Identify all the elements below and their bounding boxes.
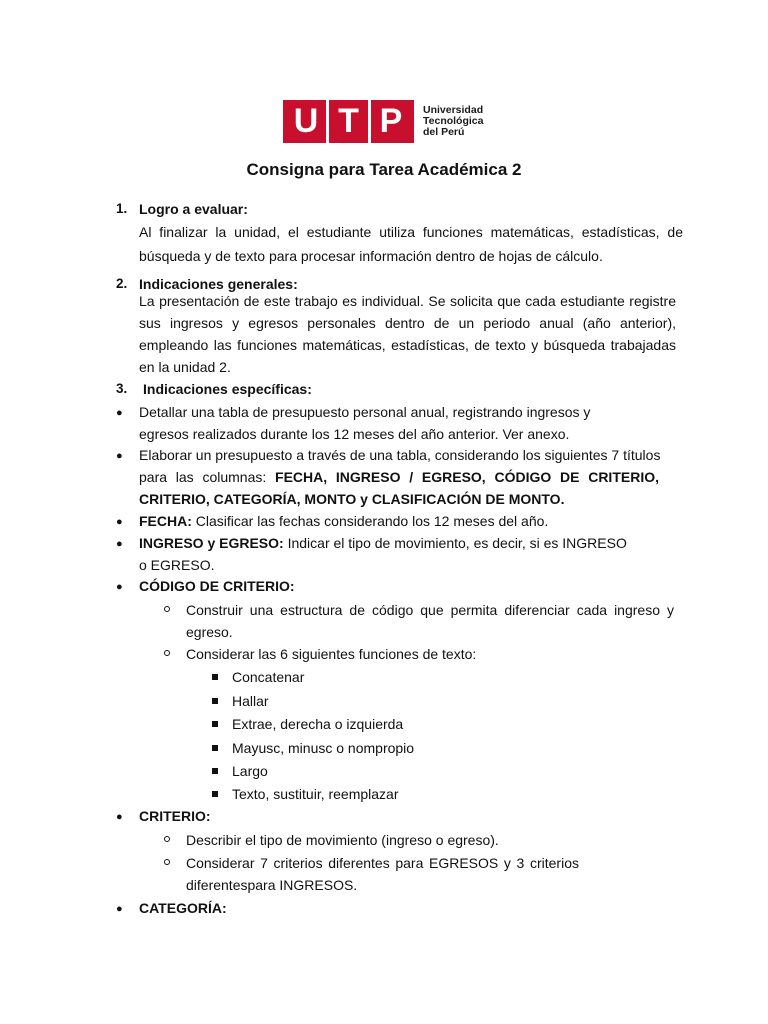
bullet-text-prefix: para las columnas:	[139, 469, 276, 485]
paragraph-line: empleando las funciones matemáticas, estadísticas, de texto y búsqueda trabajadas	[139, 337, 676, 353]
bullet-dot: ●	[116, 407, 123, 419]
bullet-text-bold: CRITERIO, CATEGORÍA, MONTO y CLASIFICACIÓN DE MONTO.	[139, 491, 565, 507]
square-bullet	[212, 674, 218, 680]
logo-separator	[326, 100, 329, 143]
bullet-label: CATEGORÍA:	[139, 900, 227, 916]
square-bullet	[212, 698, 218, 704]
bullet-dot: ●	[116, 538, 123, 550]
logo-mark	[283, 100, 414, 143]
bullet-dot: ●	[116, 450, 123, 462]
square-bullet	[212, 791, 218, 797]
sub-bullet-text: Construir una estructura de código que permita diferenciar cada ingreso y	[186, 602, 674, 618]
paragraph-line: en la unidad 2.	[139, 359, 231, 375]
bullet-dot: ●	[116, 903, 123, 915]
bullet-body: Clasificar las fechas considerando los 12 meses del año.	[191, 513, 549, 529]
sub-bullet-text: egreso.	[186, 624, 233, 640]
bullet-text	[139, 512, 548, 530]
sub-bullet-circle	[164, 859, 170, 865]
logo-wordmark	[423, 105, 483, 138]
logo-letter-u: U	[287, 104, 325, 139]
sub-bullet-text: Describir el tipo de movimiento (ingreso o egreso).	[186, 832, 499, 848]
square-bullet	[212, 768, 218, 774]
bullet-label: INGRESO y EGRESO:	[139, 535, 284, 551]
bullet-text: Detallar una tabla de presupuesto personal anual, registrando ingresos y	[139, 404, 591, 420]
paragraph-line: Al finalizar la unidad, el estudiante utiliza funciones matemáticas, estadísticas, de	[139, 224, 683, 240]
section-number: 1.	[116, 201, 128, 216]
bullet-text: egresos realizados durante los 12 meses del año anterior. Ver anexo.	[139, 426, 570, 442]
logo-name-line: Universidad	[423, 104, 484, 116]
logo-letter-p: P	[372, 104, 410, 139]
section-heading: Indicaciones específicas:	[143, 381, 312, 397]
square-bullet	[212, 745, 218, 751]
utp-logo	[283, 100, 483, 143]
logo-letter-t: T	[330, 104, 368, 139]
logo-name-line: Tecnológica	[423, 115, 484, 127]
bullet-dot: ●	[116, 516, 123, 528]
paragraph-line: sus ingresos y egresos personales dentro de un periodo anual (año anterior),	[139, 315, 676, 331]
document-title: Consigna para Tarea Académica 2	[246, 160, 522, 179]
sub-bullet-text: Considerar 7 criterios diferentes para EGRESOS y 3 criterios	[186, 855, 579, 871]
bullet-text-bold: FECHA, INGRESO / EGRESO, CÓDIGO DE CRITERIO,	[275, 469, 659, 485]
section-heading: Logro a evaluar:	[139, 201, 248, 217]
function-item: Mayusc, minusc o nompropio	[232, 740, 415, 756]
sub-bullet-text: diferentespara INGRESOS.	[186, 877, 358, 893]
function-item: Extrae, derecha o izquierda	[232, 716, 404, 732]
bullet-text: o EGRESO.	[139, 557, 215, 573]
function-item: Largo	[232, 763, 268, 779]
logo-separator	[368, 100, 371, 143]
paragraph-line: búsqueda y de texto para procesar información dentro de hojas de cálculo.	[139, 248, 603, 264]
section-number: 2.	[116, 276, 128, 291]
bullet-label: CÓDIGO DE CRITERIO:	[139, 578, 295, 594]
bullet-body: Indicar el tipo de movimiento, es decir, si es INGRESO	[283, 535, 627, 551]
bullet-label: CRITERIO:	[139, 808, 211, 824]
bullet-text	[139, 468, 659, 486]
sub-bullet-circle	[164, 606, 170, 612]
section-number: 3.	[116, 381, 128, 396]
sub-bullet-circle	[164, 650, 170, 656]
sub-bullet-text: Considerar las 6 siguientes funciones de texto:	[186, 646, 477, 662]
sub-bullet-circle	[164, 836, 170, 842]
bullet-label: FECHA:	[139, 513, 192, 529]
function-item: Texto, sustituir, reemplazar	[232, 786, 399, 802]
square-bullet	[212, 721, 218, 727]
paragraph-line: La presentación de este trabajo es individual. Se solicita que cada estudiante registre	[139, 293, 676, 309]
bullet-text	[139, 534, 627, 552]
bullet-text: Elaborar un presupuesto a través de una tabla, considerando los siguientes 7 títulos	[139, 447, 661, 463]
logo-name-line: del Perú	[423, 126, 465, 138]
function-item: Concatenar	[232, 669, 305, 685]
bullet-dot: ●	[116, 581, 123, 593]
function-item: Hallar	[232, 693, 269, 709]
section-heading: Indicaciones generales:	[139, 276, 298, 292]
bullet-dot: ●	[116, 811, 123, 823]
